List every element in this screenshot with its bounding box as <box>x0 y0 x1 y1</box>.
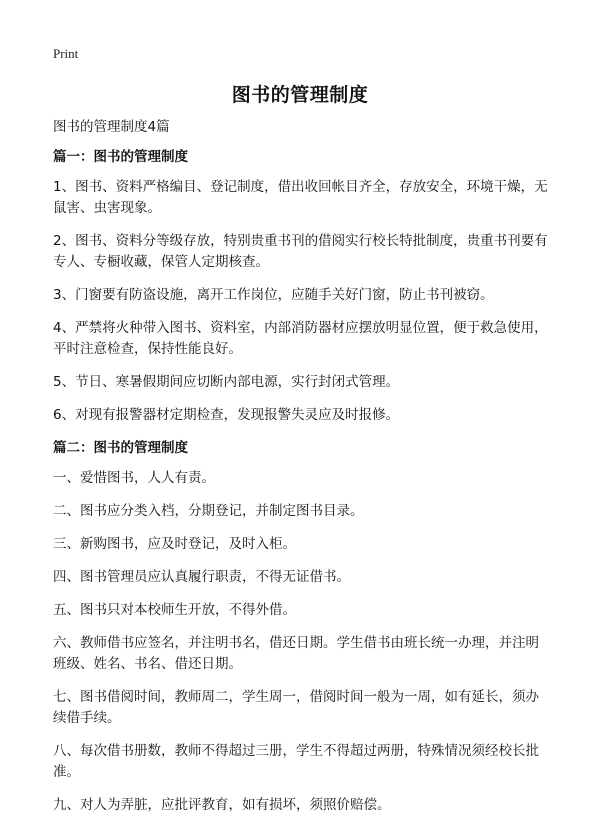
paragraph: 6、对现有报警器材定期检查，发现报警失灵应及时报修。 <box>53 407 400 423</box>
page-title: 图书的管理制度 <box>231 84 369 106</box>
paragraph: 5、节日、寒暑假期间应切断内部电源，实行封闭式管理。 <box>53 374 400 390</box>
document-subtitle: 图书的管理制度4篇 <box>53 119 170 135</box>
document-body <box>53 117 550 828</box>
paragraph: 八、每次借书册数，教师不得超过三册，学生不得超过两册，特殊情况须经校长批准。 <box>53 743 539 780</box>
section-heading: 篇一：图书的管理制度 <box>53 149 188 165</box>
paragraph: 三、新购图书，应及时登记，及时入柜。 <box>53 536 296 552</box>
paragraph: 七、图书借阅时间，教师周二，学生周一，借阅时间一般为一周，如有延长，须办续借手续。 <box>53 689 539 726</box>
paragraph: 二、图书应分类入档，分期登记，并制定图书目录。 <box>53 503 364 519</box>
paragraph: 一、爱惜图书，人人有责。 <box>53 470 215 486</box>
section-1 <box>53 147 550 426</box>
paragraph: 五、图书只对本校师生开放，不得外借。 <box>53 602 296 618</box>
paragraph: 3、门窗要有防盗设施，离开工作岗位，应随手关好门窗，防止书刊被窃。 <box>53 287 494 303</box>
paragraph: 九、对人为弄脏，应批评教育，如有损坏，须照价赔偿。 <box>53 797 391 813</box>
paragraph: 四、图书管理员应认真履行职责，不得无证借书。 <box>53 569 350 585</box>
paragraph: 1、图书、资料严格编目、登记制度，借出收回帐目齐全，存放安全，环境干燥，无鼠害、虫害现象。 <box>53 179 548 216</box>
paragraph: 4、严禁将火种带入图书、资料室，内部消防器材应摆放明显位置，便于救急使用，平时注意检查，保持性能良好。 <box>53 320 548 357</box>
section-heading: 篇二：图书的管理制度 <box>53 440 188 456</box>
print-link[interactable]: Print <box>53 46 79 61</box>
paragraph: 六、教师借书应签名，并注明书名，借还日期。学生借书由班长统一办理，并注明班级、姓名、书名、借还日期。 <box>53 635 539 672</box>
section-2 <box>53 438 550 816</box>
paragraph: 2、图书、资料分等级存放，特别贵重书刊的借阅实行校长特批制度，贵重书刊要有专人、专橱收藏，保管人定期核查。 <box>53 233 548 270</box>
